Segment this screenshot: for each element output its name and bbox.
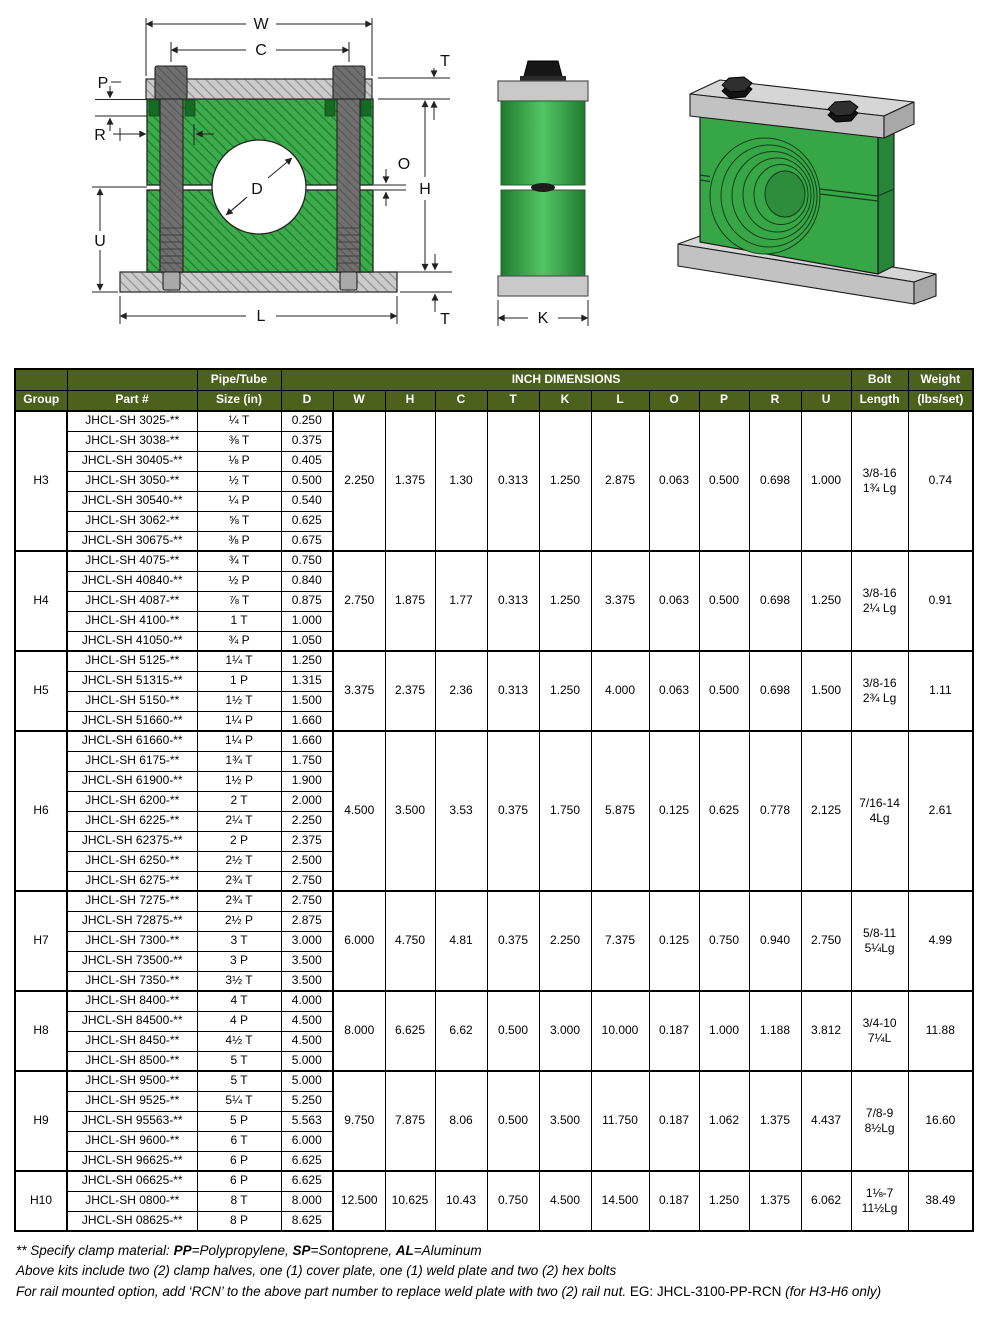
- part-number-cell: JHCL-SH 41050-**: [67, 631, 197, 651]
- header-dim-l: L: [591, 390, 649, 411]
- part-number-cell: JHCL-SH 30675-**: [67, 531, 197, 551]
- dim-h-cell: 1.375: [385, 411, 435, 551]
- dim-w-cell: 3.375: [333, 651, 385, 731]
- dim-c-cell: 1.77: [435, 551, 487, 651]
- dim-p-cell: 0.750: [699, 891, 749, 991]
- dim-u-cell: 6.062: [801, 1171, 851, 1231]
- side-view: [498, 61, 588, 327]
- size-cell: 4½ T: [197, 1031, 281, 1051]
- header-dim-w: W: [333, 390, 385, 411]
- dim-o-cell: 0.187: [649, 991, 699, 1071]
- part-number-cell: JHCL-SH 6200-**: [67, 791, 197, 811]
- size-cell: ⅛ P: [197, 451, 281, 471]
- weight-cell: 16.60: [908, 1071, 973, 1171]
- table-row: [15, 891, 973, 911]
- dim-w-cell: 2.750: [333, 551, 385, 651]
- footnotes: [16, 1241, 988, 1302]
- header-dim-r: R: [749, 390, 801, 411]
- header-dim-o: O: [649, 390, 699, 411]
- size-cell: ¾ P: [197, 631, 281, 651]
- dim-u-cell: 3.812: [801, 991, 851, 1071]
- part-number-cell: JHCL-SH 61660-**: [67, 731, 197, 751]
- dim-u-cell: 4.437: [801, 1071, 851, 1171]
- part-number-cell: JHCL-SH 40840-**: [67, 571, 197, 591]
- size-cell: 2¾ T: [197, 891, 281, 911]
- iso-pipe-bore: [710, 138, 820, 254]
- size-cell: 1¾ T: [197, 751, 281, 771]
- header-weight-unit: (lbs/set): [908, 390, 973, 411]
- dim-t-cell: 0.500: [487, 991, 539, 1071]
- dim-r-cell: 1.188: [749, 991, 801, 1071]
- size-cell: 1¼ T: [197, 651, 281, 671]
- front-view: [92, 16, 452, 328]
- part-number-cell: JHCL-SH 4100-**: [67, 611, 197, 631]
- part-number-cell: JHCL-SH 9500-**: [67, 1071, 197, 1091]
- weight-cell: 0.91: [908, 551, 973, 651]
- footnote-line-1: ** Specify clamp material: PP=Polypropylene, SP=Sontoprene, AL=Aluminum: [16, 1243, 482, 1258]
- group-cell: H6: [15, 731, 67, 891]
- dim-h-cell: 1.875: [385, 551, 435, 651]
- dim-k-cell: 3.500: [539, 1071, 591, 1171]
- header-group: Group: [15, 390, 67, 411]
- dim-l-cell: 4.000: [591, 651, 649, 731]
- dim-h-cell: 10.625: [385, 1171, 435, 1231]
- size-cell: ½ T: [197, 471, 281, 491]
- size-cell: 1¼ P: [197, 711, 281, 731]
- dim-label-t-top: T: [440, 53, 450, 70]
- dim-h-cell: 6.625: [385, 991, 435, 1071]
- dim-d-cell: 0.840: [281, 571, 333, 591]
- table-row: [15, 651, 973, 671]
- weight-cell: 38.49: [908, 1171, 973, 1231]
- part-number-cell: JHCL-SH 84500-**: [67, 1011, 197, 1031]
- table-row: [15, 731, 973, 751]
- size-cell: 5 T: [197, 1051, 281, 1071]
- dim-label-o: O: [397, 156, 411, 173]
- dim-label-p: P: [97, 75, 109, 92]
- dim-r-cell: 0.698: [749, 551, 801, 651]
- dim-label-u: U: [94, 233, 106, 250]
- size-cell: 5¼ T: [197, 1091, 281, 1111]
- dim-label-t-bottom: T: [440, 311, 450, 328]
- dim-d-cell: 1.315: [281, 671, 333, 691]
- dim-label-r: R: [94, 127, 106, 144]
- size-cell: ½ P: [197, 571, 281, 591]
- bolt-length-cell: 5/8-11 5¼Lg: [851, 891, 908, 991]
- dim-u-cell: 2.750: [801, 891, 851, 991]
- dim-h-cell: 3.500: [385, 731, 435, 891]
- dim-c-cell: 1.30: [435, 411, 487, 551]
- size-cell: ⅝ T: [197, 511, 281, 531]
- size-cell: 6 P: [197, 1171, 281, 1191]
- part-number-cell: JHCL-SH 96625-**: [67, 1151, 197, 1171]
- dim-label-l: L: [256, 308, 266, 325]
- dim-label-h: H: [419, 181, 431, 198]
- dim-d-cell: 1.660: [281, 711, 333, 731]
- isometric-view: [678, 77, 936, 304]
- table-row: [15, 551, 973, 571]
- dim-o-cell: 0.063: [649, 411, 699, 551]
- dim-d-cell: 1.000: [281, 611, 333, 631]
- dim-w-cell: 8.000: [333, 991, 385, 1071]
- part-number-cell: JHCL-SH 3025-**: [67, 411, 197, 431]
- dim-w-cell: 2.250: [333, 411, 385, 551]
- size-cell: ¼ T: [197, 411, 281, 431]
- part-number-cell: JHCL-SH 7275-**: [67, 891, 197, 911]
- weight-cell: 11.88: [908, 991, 973, 1071]
- dim-d-cell: 0.405: [281, 451, 333, 471]
- dim-w-cell: 12.500: [333, 1171, 385, 1231]
- header-weight: Weight: [908, 369, 973, 390]
- dim-l-cell: 5.875: [591, 731, 649, 891]
- size-cell: 3 T: [197, 931, 281, 951]
- dim-o-cell: 0.125: [649, 891, 699, 991]
- dim-d-cell: 0.250: [281, 411, 333, 431]
- dim-p-cell: 0.625: [699, 731, 749, 891]
- part-number-cell: JHCL-SH 73500-**: [67, 951, 197, 971]
- dim-t-cell: 0.500: [487, 1071, 539, 1171]
- weight-cell: 0.74: [908, 411, 973, 551]
- dim-d-cell: 1.050: [281, 631, 333, 651]
- dim-d-cell: 0.625: [281, 511, 333, 531]
- side-bolt-nub: [531, 183, 555, 192]
- size-cell: 4 T: [197, 991, 281, 1011]
- dim-d-cell: 0.750: [281, 551, 333, 571]
- dim-d-cell: 1.900: [281, 771, 333, 791]
- part-number-cell: JHCL-SH 8500-**: [67, 1051, 197, 1071]
- footnote-line-2: Above kits include two (2) clamp halves, one (1) cover plate, one (1) weld plate and two (2) hex bolts: [16, 1263, 617, 1279]
- dim-d-cell: 4.500: [281, 1011, 333, 1031]
- dim-w-cell: 4.500: [333, 731, 385, 891]
- header-dim-c: C: [435, 390, 487, 411]
- dim-k-cell: 1.250: [539, 411, 591, 551]
- weight-cell: 1.11: [908, 651, 973, 731]
- header-dim-k: K: [539, 390, 591, 411]
- dim-d-cell: 1.500: [281, 691, 333, 711]
- size-cell: 5 P: [197, 1111, 281, 1131]
- group-cell: H3: [15, 411, 67, 551]
- part-number-cell: JHCL-SH 0800-**: [67, 1191, 197, 1211]
- part-number-cell: JHCL-SH 9600-**: [67, 1131, 197, 1151]
- header-dim-d: D: [281, 390, 333, 411]
- size-cell: 4 P: [197, 1011, 281, 1031]
- dim-d-cell: 1.750: [281, 751, 333, 771]
- dim-t-cell: 0.375: [487, 731, 539, 891]
- dim-r-cell: 0.698: [749, 651, 801, 731]
- header-part: Part #: [67, 390, 197, 411]
- dim-l-cell: 10.000: [591, 991, 649, 1071]
- group-cell: H7: [15, 891, 67, 991]
- dim-c-cell: 6.62: [435, 991, 487, 1071]
- dim-d-cell: 8.625: [281, 1211, 333, 1231]
- part-number-cell: JHCL-SH 3050-**: [67, 471, 197, 491]
- table-row: [15, 411, 973, 431]
- dim-r-cell: 0.940: [749, 891, 801, 991]
- dim-r-cell: 1.375: [749, 1171, 801, 1231]
- dim-d-cell: 5.000: [281, 1071, 333, 1091]
- dim-d-cell: 0.500: [281, 471, 333, 491]
- dim-c-cell: 8.06: [435, 1071, 487, 1171]
- dim-d-cell: 5.250: [281, 1091, 333, 1111]
- dim-d-cell: 0.875: [281, 591, 333, 611]
- dim-c-cell: 10.43: [435, 1171, 487, 1231]
- dim-d-cell: 5.000: [281, 1051, 333, 1071]
- size-cell: 2½ T: [197, 851, 281, 871]
- header-dim-u: U: [801, 390, 851, 411]
- part-number-cell: JHCL-SH 5125-**: [67, 651, 197, 671]
- table-row: [15, 991, 973, 1011]
- part-number-cell: JHCL-SH 62375-**: [67, 831, 197, 851]
- header-inch-dimensions: INCH DIMENSIONS: [281, 369, 851, 390]
- size-cell: ¼ P: [197, 491, 281, 511]
- part-number-cell: JHCL-SH 7300-**: [67, 931, 197, 951]
- dim-r-cell: 1.375: [749, 1071, 801, 1171]
- dim-d-cell: 3.000: [281, 931, 333, 951]
- dim-r-cell: 0.698: [749, 411, 801, 551]
- bolt-length-cell: 3/8-16 2¾ Lg: [851, 651, 908, 731]
- dim-o-cell: 0.187: [649, 1071, 699, 1171]
- size-cell: ⅞ T: [197, 591, 281, 611]
- dim-l-cell: 11.750: [591, 1071, 649, 1171]
- dim-c-cell: 3.53: [435, 731, 487, 891]
- dim-label-k: K: [537, 310, 549, 327]
- dim-d-cell: 6.000: [281, 1131, 333, 1151]
- side-cover-plate: [498, 81, 588, 101]
- dim-w-cell: 9.750: [333, 1071, 385, 1171]
- dim-r-cell: 0.778: [749, 731, 801, 891]
- dim-d-cell: 1.660: [281, 731, 333, 751]
- group-cell: H9: [15, 1071, 67, 1171]
- size-cell: ¾ T: [197, 551, 281, 571]
- dim-label-w: W: [253, 16, 269, 33]
- dim-h-cell: 2.375: [385, 651, 435, 731]
- group-cell: H4: [15, 551, 67, 651]
- dim-d-cell: 2.500: [281, 851, 333, 871]
- size-cell: 5 T: [197, 1071, 281, 1091]
- part-number-cell: JHCL-SH 61900-**: [67, 771, 197, 791]
- side-weld-plate: [498, 276, 588, 296]
- header-spacer: [15, 369, 67, 390]
- size-cell: 8 T: [197, 1191, 281, 1211]
- dim-o-cell: 0.063: [649, 551, 699, 651]
- dim-o-cell: 0.187: [649, 1171, 699, 1231]
- dim-d-cell: 3.500: [281, 971, 333, 991]
- group-cell: H8: [15, 991, 67, 1071]
- size-cell: ⅜ P: [197, 531, 281, 551]
- weight-cell: 2.61: [908, 731, 973, 891]
- size-cell: 2¾ T: [197, 871, 281, 891]
- weight-cell: 4.99: [908, 891, 973, 991]
- part-number-cell: JHCL-SH 95563-**: [67, 1111, 197, 1131]
- header-length: Length: [851, 390, 908, 411]
- dim-d-cell: 0.375: [281, 431, 333, 451]
- dim-t-cell: 0.313: [487, 551, 539, 651]
- bolt-length-cell: 3/4-10 7¼L: [851, 991, 908, 1071]
- part-number-cell: JHCL-SH 3062-**: [67, 511, 197, 531]
- table-row: [15, 1171, 973, 1191]
- size-cell: 1½ T: [197, 691, 281, 711]
- dim-t-cell: 0.375: [487, 891, 539, 991]
- dim-h-cell: 4.750: [385, 891, 435, 991]
- size-cell: 1 T: [197, 611, 281, 631]
- dim-k-cell: 1.750: [539, 731, 591, 891]
- dim-d-cell: 8.000: [281, 1191, 333, 1211]
- bolt-length-cell: 3/8-16 2¼ Lg: [851, 551, 908, 651]
- size-cell: 8 P: [197, 1211, 281, 1231]
- dim-k-cell: 1.250: [539, 551, 591, 651]
- spec-sheet-page: [0, 4, 988, 1302]
- part-number-cell: JHCL-SH 51315-**: [67, 671, 197, 691]
- dim-label-c: C: [255, 42, 267, 59]
- footnote-line-3: For rail mounted option, add ‘RCN’ to the above part number to replace weld plate with two (2) rail nut. EG: JHCL-3100-PP-RCN (for H3-H6 only): [16, 1283, 882, 1299]
- part-number-cell: JHCL-SH 9525-**: [67, 1091, 197, 1111]
- bolt-length-cell: 7/8-9 8½Lg: [851, 1071, 908, 1171]
- size-cell: 6 T: [197, 1131, 281, 1151]
- dim-d-cell: 1.250: [281, 651, 333, 671]
- dim-o-cell: 0.063: [649, 651, 699, 731]
- table-row: [15, 1071, 973, 1091]
- part-number-cell: JHCL-SH 72875-**: [67, 911, 197, 931]
- dimension-diagram: [0, 4, 988, 352]
- dim-p-cell: 1.062: [699, 1071, 749, 1171]
- header-bolt: Bolt: [851, 369, 908, 390]
- dim-d-cell: 2.875: [281, 911, 333, 931]
- bolt-length-cell: 3/8-16 1¾ Lg: [851, 411, 908, 551]
- header-size: Size (in): [197, 390, 281, 411]
- dim-d-cell: 2.250: [281, 811, 333, 831]
- size-cell: 2½ P: [197, 911, 281, 931]
- dim-l-cell: 2.875: [591, 411, 649, 551]
- dim-o-cell: 0.125: [649, 731, 699, 891]
- part-number-cell: JHCL-SH 8450-**: [67, 1031, 197, 1051]
- size-cell: ⅜ T: [197, 431, 281, 451]
- part-number-cell: JHCL-SH 6175-**: [67, 751, 197, 771]
- dim-d-cell: 6.625: [281, 1151, 333, 1171]
- dim-k-cell: 4.500: [539, 1171, 591, 1231]
- part-number-cell: JHCL-SH 30540-**: [67, 491, 197, 511]
- dim-d-cell: 2.750: [281, 871, 333, 891]
- dim-l-cell: 14.500: [591, 1171, 649, 1231]
- size-cell: 3 P: [197, 951, 281, 971]
- size-cell: 6 P: [197, 1151, 281, 1171]
- part-number-cell: JHCL-SH 06625-**: [67, 1171, 197, 1191]
- spec-table: [14, 368, 974, 1232]
- dim-k-cell: 3.000: [539, 991, 591, 1071]
- iso-clamp-side: [878, 130, 894, 274]
- part-number-cell: JHCL-SH 3038-**: [67, 431, 197, 451]
- dim-d-cell: 0.540: [281, 491, 333, 511]
- part-number-cell: JHCL-SH 30405-**: [67, 451, 197, 471]
- dim-k-cell: 1.250: [539, 651, 591, 731]
- dim-d-cell: 2.750: [281, 891, 333, 911]
- size-cell: 1¼ P: [197, 731, 281, 751]
- dim-u-cell: 1.500: [801, 651, 851, 731]
- dim-l-cell: 3.375: [591, 551, 649, 651]
- dim-u-cell: 2.125: [801, 731, 851, 891]
- header-spacer: [67, 369, 197, 390]
- dim-u-cell: 1.250: [801, 551, 851, 651]
- dim-label-d: D: [251, 181, 263, 198]
- header-dim-p: P: [699, 390, 749, 411]
- part-number-cell: JHCL-SH 7350-**: [67, 971, 197, 991]
- header-dim-t: T: [487, 390, 539, 411]
- group-cell: H5: [15, 651, 67, 731]
- dim-p-cell: 0.500: [699, 551, 749, 651]
- dim-w-cell: 6.000: [333, 891, 385, 991]
- part-number-cell: JHCL-SH 6250-**: [67, 851, 197, 871]
- dim-d-cell: 2.375: [281, 831, 333, 851]
- size-cell: 1½ P: [197, 771, 281, 791]
- dim-k-cell: 2.250: [539, 891, 591, 991]
- header-dim-h: H: [385, 390, 435, 411]
- side-clamp-lower: [501, 190, 585, 276]
- dim-d-cell: 5.563: [281, 1111, 333, 1131]
- dim-c-cell: 4.81: [435, 891, 487, 991]
- dim-d-cell: 4.000: [281, 991, 333, 1011]
- dim-h-cell: 7.875: [385, 1071, 435, 1171]
- part-number-cell: JHCL-SH 6275-**: [67, 871, 197, 891]
- part-number-cell: JHCL-SH 51660-**: [67, 711, 197, 731]
- part-number-cell: JHCL-SH 4075-**: [67, 551, 197, 571]
- dim-t-cell: 0.313: [487, 411, 539, 551]
- part-number-cell: JHCL-SH 6225-**: [67, 811, 197, 831]
- dim-d-cell: 0.675: [281, 531, 333, 551]
- dim-t-cell: 0.313: [487, 651, 539, 731]
- dim-t-cell: 0.750: [487, 1171, 539, 1231]
- dim-d-cell: 2.000: [281, 791, 333, 811]
- size-cell: 2 T: [197, 791, 281, 811]
- dim-l-cell: 7.375: [591, 891, 649, 991]
- size-cell: 3½ T: [197, 971, 281, 991]
- side-clamp-upper: [501, 101, 585, 185]
- dim-u-cell: 1.000: [801, 411, 851, 551]
- part-number-cell: JHCL-SH 4087-**: [67, 591, 197, 611]
- part-number-cell: JHCL-SH 08625-**: [67, 1211, 197, 1231]
- bolt-length-cell: 7/16-14 4Lg: [851, 731, 908, 891]
- dim-d-cell: 3.500: [281, 951, 333, 971]
- part-number-cell: JHCL-SH 5150-**: [67, 691, 197, 711]
- size-cell: 2¼ T: [197, 811, 281, 831]
- size-cell: 1 P: [197, 671, 281, 691]
- size-cell: 2 P: [197, 831, 281, 851]
- bolt-length-cell: 1⅛-7 11½Lg: [851, 1171, 908, 1231]
- dim-p-cell: 1.000: [699, 991, 749, 1071]
- dim-p-cell: 0.500: [699, 651, 749, 731]
- dim-c-cell: 2.36: [435, 651, 487, 731]
- part-number-cell: JHCL-SH 8400-**: [67, 991, 197, 1011]
- dim-d-cell: 4.500: [281, 1031, 333, 1051]
- dim-p-cell: 1.250: [699, 1171, 749, 1231]
- dim-p-cell: 0.500: [699, 411, 749, 551]
- header-pipe-tube: Pipe/Tube: [197, 369, 281, 390]
- dim-d-cell: 6.625: [281, 1171, 333, 1191]
- spec-table-wrap: [14, 368, 974, 1232]
- group-cell: H10: [15, 1171, 67, 1231]
